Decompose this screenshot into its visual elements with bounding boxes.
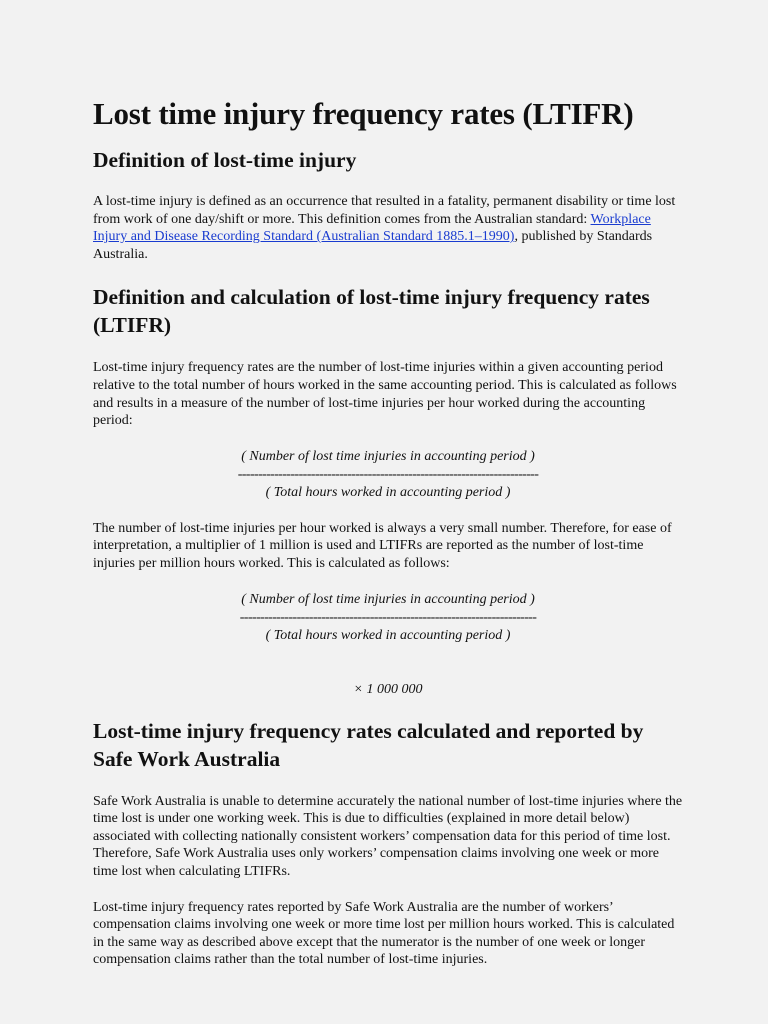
formula-multiplier: × 1 000 000 xyxy=(353,681,423,697)
section-heading-definition: Definition of lost-time injury xyxy=(93,148,357,172)
page-title: Lost time injury frequency rates (LTIFR) xyxy=(93,96,634,131)
swa-paragraph-2: Lost-time injury frequency rates reported by Safe Work Australia are the number of workers’ compensation claims involving one week or more time lost per million hours worked. This is calculated in the same way as described above except that the numerator is the number of one week or longer compensation claims rather than the total number of lost-time injuries. xyxy=(93,899,675,968)
definition-text-end: , published by Standards Australia. xyxy=(93,229,653,262)
calculation-paragraph: Lost-time injury frequency rates are the number of lost-time injuries within a given accounting period relative to the total number of hours worked in the same accounting period. This is calculated as follows and results in a measure of the number of lost-time injuries per hour worked during the accounting period: xyxy=(93,360,677,429)
formula-divider: -------------------------------------------------------------------------- xyxy=(237,466,539,482)
formula-per-million xyxy=(93,591,683,645)
formula-denominator: ( Total hours worked in accounting period ) xyxy=(265,627,511,643)
formula-divider: ------------------------------------------------------------------------- xyxy=(239,609,537,625)
standard-link[interactable]: Workplace Injury and Disease Recording Standard (Australian Standard 1885.1–1990) xyxy=(93,211,651,245)
formula-denominator: ( Total hours worked in accounting period ) xyxy=(265,484,511,500)
formula-numerator: ( Number of lost time injuries in accounting period ) xyxy=(241,448,535,464)
definition-text: A lost-time injury is defined as an occurrence that resulted in a fatality, permanent disability or time lost from work of one day/shift or more. This definition comes from the Australian standard: xyxy=(93,194,676,227)
swa-paragraph-1: Safe Work Australia is unable to determine accurately the national number of lost-time injuries where the time lost is under one working week. This is due to difficulties (explained in more detail below) associated with collecting nationally consistent workers’ compensation data for this period of time lost. Therefore, Safe Work Australia uses only workers’ compensation claims involving one week or more time lost when calculating LTIFRs. xyxy=(93,793,683,879)
multiplier-paragraph: The number of lost-time injuries per hour worked is always a very small number. Therefore, for ease of interpretation, a multiplier of 1 million is used and LTIFRs are reported as the number of lost-time injuries per million hours worked. This is calculated as follows: xyxy=(93,520,672,571)
section-heading-calculation: Definition and calculation of lost-time injury frequency rates (LTIFR) xyxy=(93,285,650,338)
document-body xyxy=(93,96,683,969)
formula-per-hour xyxy=(93,448,683,502)
formula-numerator: ( Number of lost time injuries in accounting period ) xyxy=(241,591,535,607)
section-heading-safe-work-australia: Lost-time injury frequency rates calculated and reported by Safe Work Australia xyxy=(93,718,644,771)
definition-paragraph xyxy=(93,193,683,263)
